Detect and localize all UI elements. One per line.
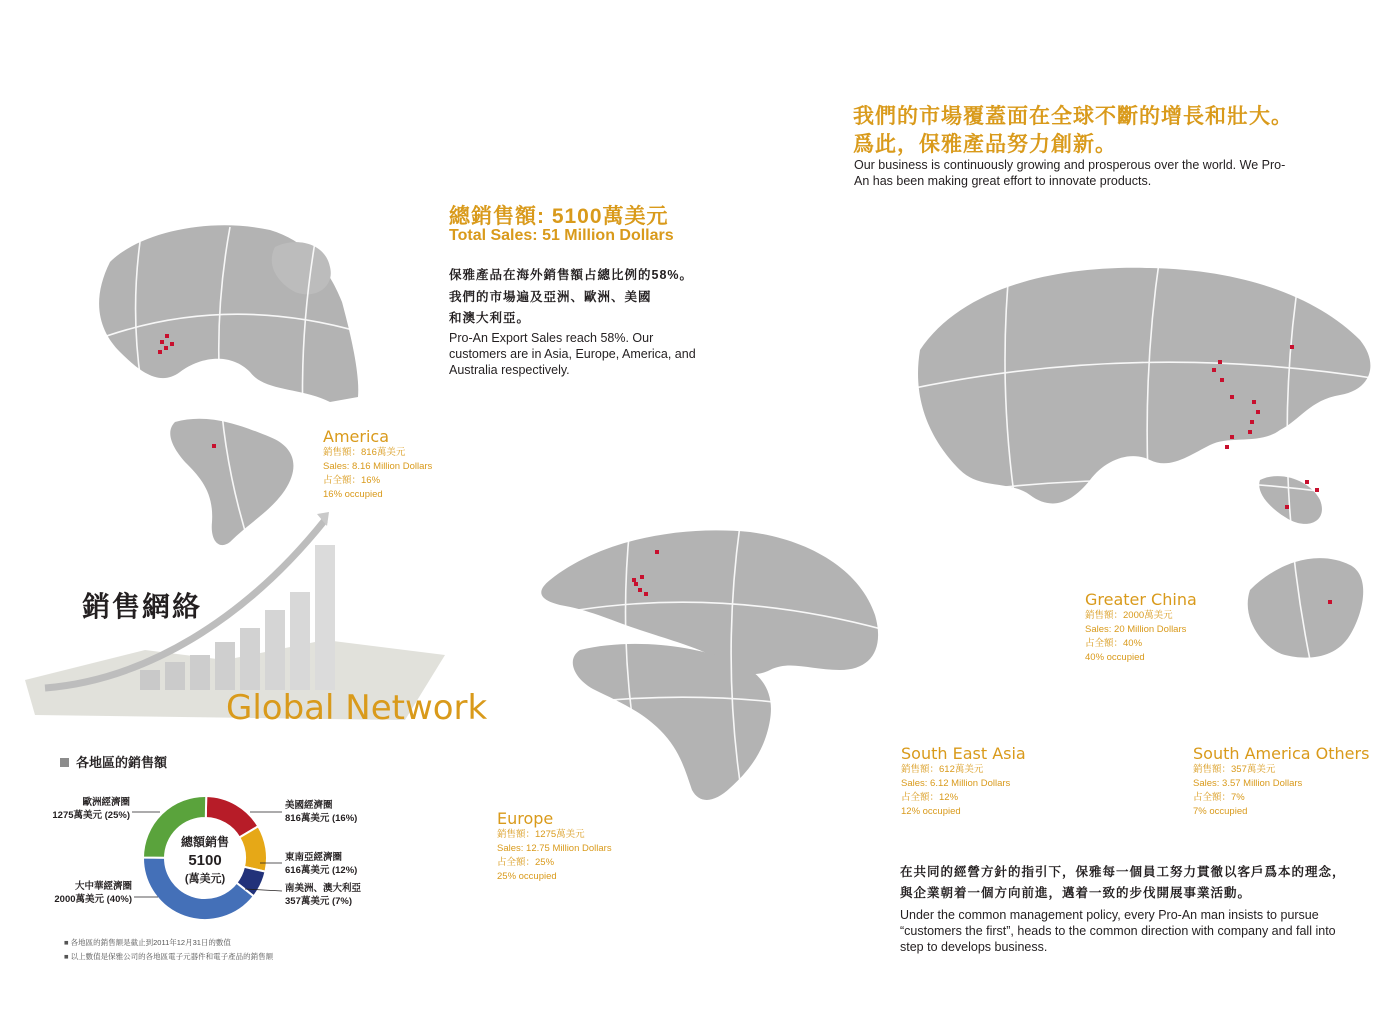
note-1 bbox=[64, 937, 231, 948]
callout-sam bbox=[285, 882, 361, 908]
region-sea-l1: 銷售額：612萬美元 bbox=[901, 764, 984, 775]
headline-zh-line1: 我們的市場覆蓋面在全球不斷的增長和壯大。 bbox=[853, 105, 1293, 128]
region-sea-name: South East Asia bbox=[901, 744, 1026, 763]
region-south-america-others bbox=[1193, 744, 1369, 819]
region-china-l1: 銷售額：2000萬美元 bbox=[1085, 610, 1173, 621]
globe-europe-africa bbox=[520, 520, 890, 820]
callout-sam-name: 南美洲、澳大利亞 bbox=[285, 883, 362, 894]
region-sam-l2: Sales: 3.57 Million Dollars bbox=[1193, 778, 1303, 789]
region-europe-l4: 25% occupied bbox=[497, 871, 557, 882]
callout-sea bbox=[285, 851, 357, 877]
policy-zh2: 與企業朝着一個方向前進，邁着一致的步伐開展事業活動。 bbox=[900, 886, 1252, 900]
callout-europe bbox=[40, 796, 130, 822]
region-europe-l3: 占全額：25% bbox=[497, 857, 555, 868]
region-sam-l1: 銷售額：357萬美元 bbox=[1193, 764, 1276, 775]
total-sales-zh: 總銷售額: 5100萬美元 bbox=[449, 205, 669, 228]
donut-center-line2: 5100 bbox=[188, 852, 222, 869]
callout-usa bbox=[285, 799, 357, 825]
callout-china bbox=[40, 880, 132, 906]
headline-en: Our business is continuously growing and prosperous over the world. We Pro-An has been making great effort to innovate products. bbox=[854, 158, 1286, 188]
region-sam-l3: 占全額：7% bbox=[1193, 792, 1245, 803]
title-en: Global Network bbox=[226, 688, 488, 728]
region-europe-name: Europe bbox=[497, 809, 554, 828]
region-america-l3: 占全額：16% bbox=[323, 475, 381, 486]
region-china-l3: 占全額：40% bbox=[1085, 638, 1143, 649]
region-sam-name: South America Others bbox=[1193, 744, 1370, 763]
callout-china-name: 大中華經濟圈 bbox=[74, 881, 132, 892]
region-sea-l2: Sales: 6.12 Million Dollars bbox=[901, 778, 1011, 789]
region-sea-l3: 占全額：12% bbox=[901, 792, 959, 803]
region-greater-china bbox=[1085, 590, 1197, 665]
region-america-l1: 銷售額：816萬美元 bbox=[323, 447, 406, 458]
callout-usa-value: 816萬美元 (16%) bbox=[285, 813, 358, 824]
note-bullet-icon: ■ bbox=[64, 938, 71, 947]
region-china-l2: Sales: 20 Million Dollars bbox=[1085, 624, 1187, 635]
region-europe bbox=[497, 809, 612, 884]
policy-en: Under the common management policy, every Pro-An man insists to pursue “customers the first”, heads to the common direction with company and fall into step to develops business. bbox=[900, 908, 1336, 954]
callout-china-value: 2000萬美元 (40%) bbox=[54, 894, 132, 905]
headline-zh-line2: 爲此，保雅產品努力創新。 bbox=[853, 133, 1117, 156]
region-america-l4: 16% occupied bbox=[323, 489, 383, 500]
square-bullet-icon bbox=[60, 758, 69, 767]
region-sea-l4: 12% occupied bbox=[901, 806, 961, 817]
total-sales-en: Total Sales: 51 Million Dollars bbox=[449, 227, 674, 244]
region-europe-l2: Sales: 12.75 Million Dollars bbox=[497, 843, 612, 854]
policy-zh1: 在共同的經營方針的指引下，保雅每一個員工努力貫徹以客戶爲本的理念， bbox=[900, 865, 1346, 879]
title-zh: 銷售網絡 bbox=[82, 591, 203, 622]
chart-title: 各地區的銷售額 bbox=[76, 755, 168, 770]
note-2-text: 以上數值是保雅公司的各地區電子元器件和電子產品的銷售額 bbox=[70, 952, 274, 961]
region-china-name: Greater China bbox=[1085, 590, 1197, 609]
total-sales-desc-en: Pro-An Export Sales reach 58%. Our customers are in Asia, Europe, America, and Australia respectively. bbox=[449, 331, 696, 377]
region-china-l4: 40% occupied bbox=[1085, 652, 1145, 663]
callout-sea-name: 東南亞經濟圈 bbox=[285, 852, 343, 863]
region-sam-l4: 7% occupied bbox=[1193, 806, 1248, 817]
callout-sam-value: 357萬美元 (7%) bbox=[285, 896, 353, 907]
region-europe-l1: 銷售額：1275萬美元 bbox=[497, 829, 585, 840]
total-sales-desc-zh2: 我們的市場遍及亞洲、歐洲、美國 bbox=[449, 290, 652, 304]
chart-heading bbox=[60, 752, 167, 771]
region-america-l2: Sales: 8.16 Million Dollars bbox=[323, 461, 433, 472]
callout-leader-lines bbox=[120, 795, 290, 905]
donut-center-line1: 總額銷售 bbox=[180, 835, 229, 849]
callout-europe-value: 1275萬美元 (25%) bbox=[52, 810, 130, 821]
region-south-east-asia bbox=[901, 744, 1026, 819]
region-america-name: America bbox=[323, 427, 389, 446]
note-bullet-icon: ■ bbox=[64, 952, 71, 961]
callout-usa-name: 美國經濟圈 bbox=[285, 800, 333, 811]
donut-center-line3: (萬美元) bbox=[184, 873, 226, 885]
note-1-text: 各地區的銷售額是截止到2011年12月31日的數值 bbox=[70, 938, 231, 947]
callout-sea-value: 616萬美元 (12%) bbox=[285, 865, 358, 876]
globe-america bbox=[80, 222, 370, 552]
total-sales-desc-zh3: 和澳大利亞。 bbox=[449, 311, 531, 325]
total-sales-desc-zh1: 保雅產品在海外銷售額占總比例的58%。 bbox=[449, 268, 694, 282]
region-america bbox=[323, 427, 432, 502]
note-2 bbox=[64, 951, 273, 962]
callout-europe-name: 歐洲經濟圈 bbox=[82, 797, 130, 808]
